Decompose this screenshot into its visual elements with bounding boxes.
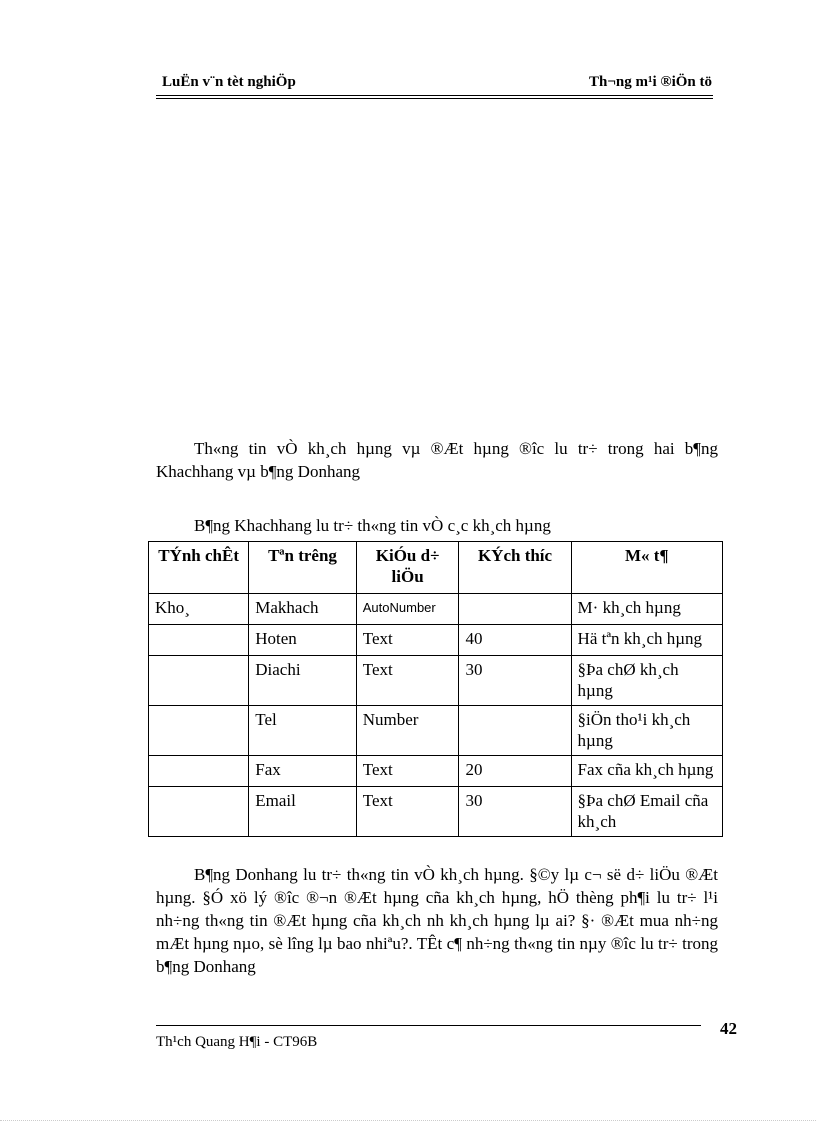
cell-field-name: Diachi (249, 656, 356, 706)
table-row (149, 756, 723, 787)
cell-property (149, 787, 249, 837)
donhang-paragraph-text: B¶ng Donhang lu tr÷ th«ng tin vÒ kh¸ch hµng. §©y lµ c¬ së d÷ liÖu ®Æt hµng. §Ó xö lý ®îc ®¬n ®Æt hµng cña kh¸ch hµng, hÖ thèng ph¶i lu tr÷ l¹i nh÷ng th«ng tin ®Æt hµng cña kh¸ch nh kh¸ch hµng lµ ai? §· ®Æt mua nh÷ng mÆt hµng nµo, sè lîng lµ bao nhiªu?. TÊt c¶ nh÷ng th«ng tin nµy ®îc lu tr÷ trong b¶ng Donhang (156, 865, 718, 976)
cell-property (149, 625, 249, 656)
cell-field-name: Fax (249, 756, 356, 787)
cell-description: Fax cña kh¸ch hµng (571, 756, 722, 787)
cell-size: 30 (459, 656, 571, 706)
header-divider (156, 95, 713, 96)
header-divider-double (156, 98, 713, 99)
col-header-description: M« t¶ (571, 542, 722, 594)
intro-paragraph-text: Th«ng tin vÒ kh¸ch hµng vµ ®Æt hµng ®îc lu tr÷ trong hai b¶ng Khachhang vµ b¶ng Donhang (156, 439, 718, 481)
cell-data-type: Text (356, 756, 459, 787)
table-header-row (149, 542, 723, 594)
col-header-size: KÝch thíc (459, 542, 571, 594)
cell-size (459, 594, 571, 625)
cell-field-name: Makhach (249, 594, 356, 625)
footer-divider (156, 1025, 701, 1026)
col-header-property: TÝnh chÊt (149, 542, 249, 594)
page-edge (0, 1120, 816, 1121)
cell-data-type: Text (356, 656, 459, 706)
cell-data-type: Number (356, 706, 459, 756)
header-chapter-title: Th¬ng m¹i ®iÖn tö (588, 74, 712, 90)
table-row (149, 594, 723, 625)
table-row (149, 706, 723, 756)
cell-property (149, 656, 249, 706)
cell-size: 20 (459, 756, 571, 787)
cell-field-name: Hoten (249, 625, 356, 656)
cell-property (149, 706, 249, 756)
cell-description: Hä tªn kh¸ch hµng (571, 625, 722, 656)
table-row (149, 656, 723, 706)
cell-property (149, 756, 249, 787)
cell-description: §Þa chØ kh¸ch hµng (571, 656, 722, 706)
table-caption: B¶ng Khachhang lu tr÷ th«ng tin vÒ c¸c kh¸ch hµng (194, 516, 551, 535)
cell-data-type: Text (356, 787, 459, 837)
cell-field-name: Email (249, 787, 356, 837)
khachhang-table (148, 541, 723, 837)
page-number: 42 (720, 1019, 737, 1038)
cell-size: 40 (459, 625, 571, 656)
col-header-field-name: Tªn trêng (249, 542, 356, 594)
table-row (149, 787, 723, 837)
cell-description: §iÖn tho¹i kh¸ch hµng (571, 706, 722, 756)
cell-size: 30 (459, 787, 571, 837)
cell-data-type: AutoNumber (356, 594, 459, 625)
intro-paragraph (156, 437, 718, 483)
col-header-data-type: KiÓu d÷ liÖu (356, 542, 459, 594)
cell-field-name: Tel (249, 706, 356, 756)
header-thesis-title: LuËn v¨n tèt nghiÖp (162, 74, 296, 90)
cell-data-type: Text (356, 625, 459, 656)
table-row (149, 625, 723, 656)
cell-property: Kho¸ (149, 594, 249, 625)
cell-description: §Þa chØ Email cña kh¸ch (571, 787, 722, 837)
footer-author: Th¹ch Quang H¶i - CT96B (156, 1034, 318, 1050)
donhang-paragraph (156, 863, 718, 978)
cell-description: M· kh¸ch hµng (571, 594, 722, 625)
cell-size (459, 706, 571, 756)
